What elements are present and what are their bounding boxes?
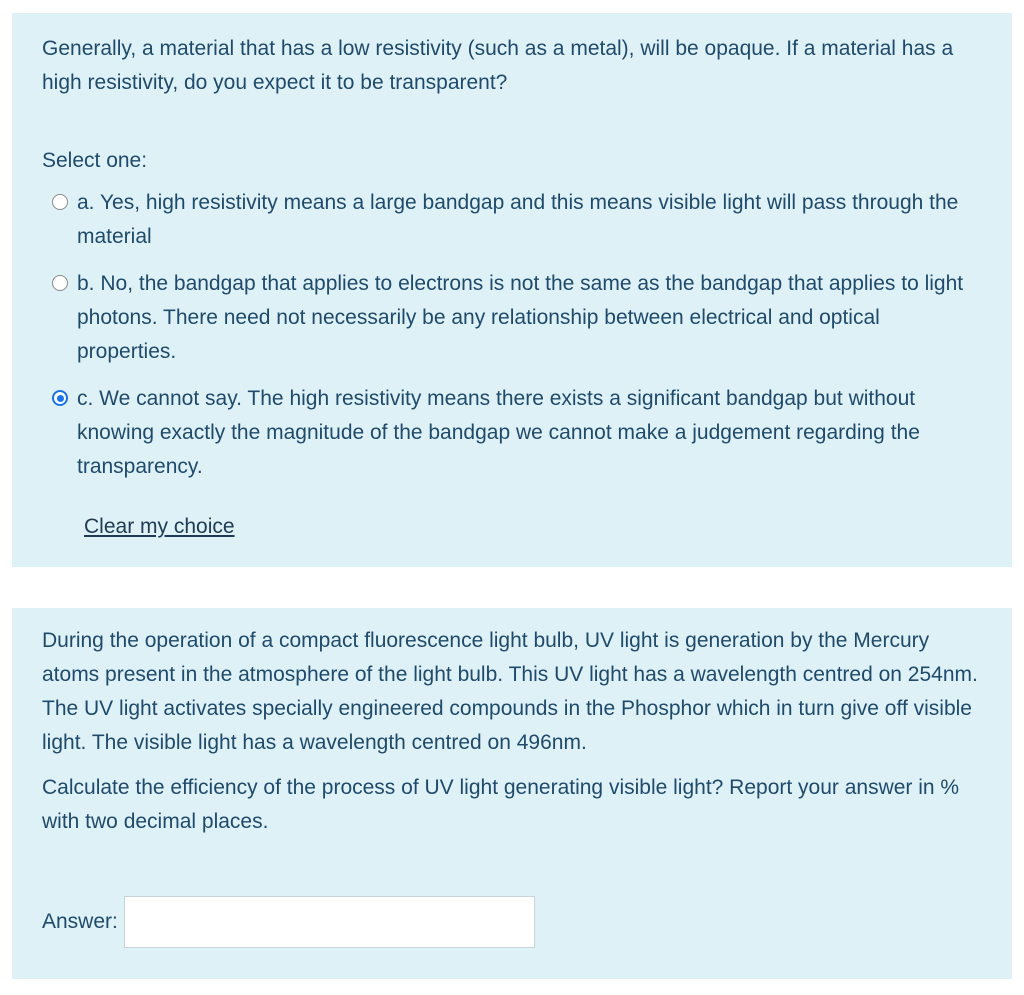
radio-option-b[interactable] [52, 275, 68, 291]
option-b[interactable] [42, 267, 982, 369]
option-c[interactable] [42, 382, 982, 484]
radio-option-a[interactable] [52, 194, 68, 210]
question-1-card [12, 13, 1012, 567]
option-b-label[interactable]: b. No, the bandgap that applies to electrons is not the same as the bandgap that applies to light photons. There need not necessarily be any relationship between electrical and optical properties. [77, 272, 964, 363]
question-2-card [12, 608, 1012, 979]
answer-label: Answer: [42, 910, 118, 933]
option-a-label[interactable]: a. Yes, high resistivity means a large bandgap and this means visible light will pass through the material [77, 191, 959, 248]
question-2-paragraph-1: During the operation of a compact fluorescence light bulb, UV light is generation by the Mercury atoms present in the atmosphere of the light bulb. This UV light has a wavelength centred on 254nm. The UV light activates specially engineered compounds in the Phosphor which in turn give off visible light. The visible light has a wavelength centred on 496nm. [42, 629, 978, 754]
option-c-label[interactable]: c. We cannot say. The high resistivity means there exists a significant bandgap but without knowing exactly the magnitude of the bandgap we cannot make a judgement regarding the transparency. [77, 387, 920, 478]
question-2-paragraph-2: Calculate the efficiency of the process of UV light generating visible light? Report your answer in % with two decimal places. [42, 776, 960, 833]
answer-input[interactable] [124, 896, 535, 948]
question-1-text: Generally, a material that has a low resistivity (such as a metal), will be opaque. If a material has a high resistivity, do you expect it to be transparent? [42, 37, 954, 94]
answer-row [42, 895, 535, 949]
radio-option-c[interactable] [52, 390, 68, 406]
option-a[interactable] [42, 186, 982, 254]
clear-my-choice-link[interactable]: Clear my choice [84, 515, 235, 538]
select-one-label: Select one: [42, 149, 148, 172]
